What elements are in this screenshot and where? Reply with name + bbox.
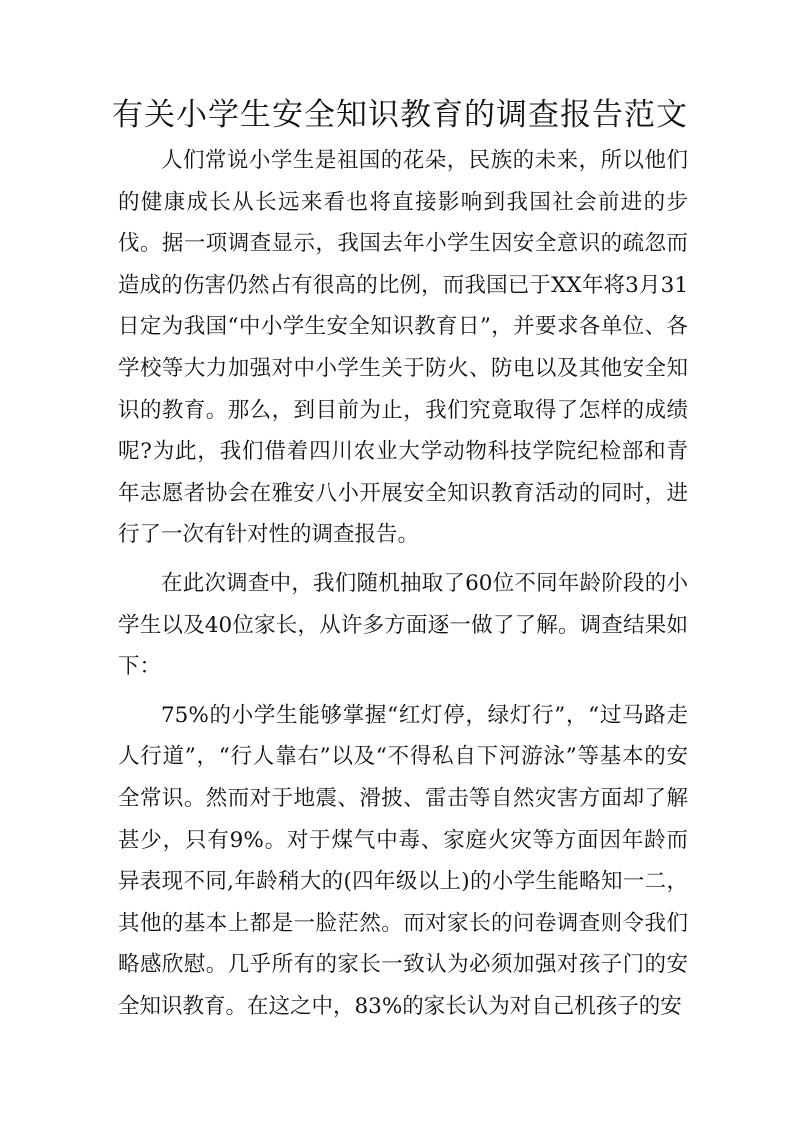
document-title: 有关小学生安全知识教育的调查报告范文 xyxy=(112,97,688,133)
paragraph-survey-results: 75%的小学生能够掌握“红灯停，绿灯行”，“过马路走人行道”，“行人靠右”以及“不得私自下河游泳”等基本的安全常识。然而对于地震、滑披、雷击等自然灾害方面却了解甚少，只有9%。对于煤气中毒、家庭火灾等方面因年龄而异表现不同,年龄稍大的(四年级以上)的小学生能略知一二，其他的基本上都是一脸茫然。而对家长的问卷调查则令我们略感欣慰。几乎所有的家长一致认为必须加强对孩子门的安全知识教育。在这之中，83%的家长认为对自己机孩子的安 xyxy=(118,702,688,1019)
document-body xyxy=(118,140,688,1027)
paragraph-intro: 人们常说小学生是祖国的花朵，民族的未来，所以他们的健康成长从长远来看也将直接影响到我国社会前进的步伐。据一项调查显示，我国去年小学生因安全意识的疏忽而造成的伤害仍然占有很高的比例，而我国已于XX年将3月31日定为我国“中小学生安全知识教育日”，并要求各单位、各学校等大力加强对中小学生关于防火、防电以及其他安全知识的教育。那么，到目前为止，我们究竟取得了怎样的成绩呢?为此，我们借着四川农业大学动物科技学院纪检部和青年志愿者协会在雅安八小开展安全知识教育活动的同时，进行了一次有针对性的调查报告。 xyxy=(118,148,688,548)
paragraph-survey-method: 在此次调查中，我们随机抽取了60位不同年龄阶段的小学生以及40位家长，从许多方面逐一做了了解。调查结果如下： xyxy=(118,570,688,680)
